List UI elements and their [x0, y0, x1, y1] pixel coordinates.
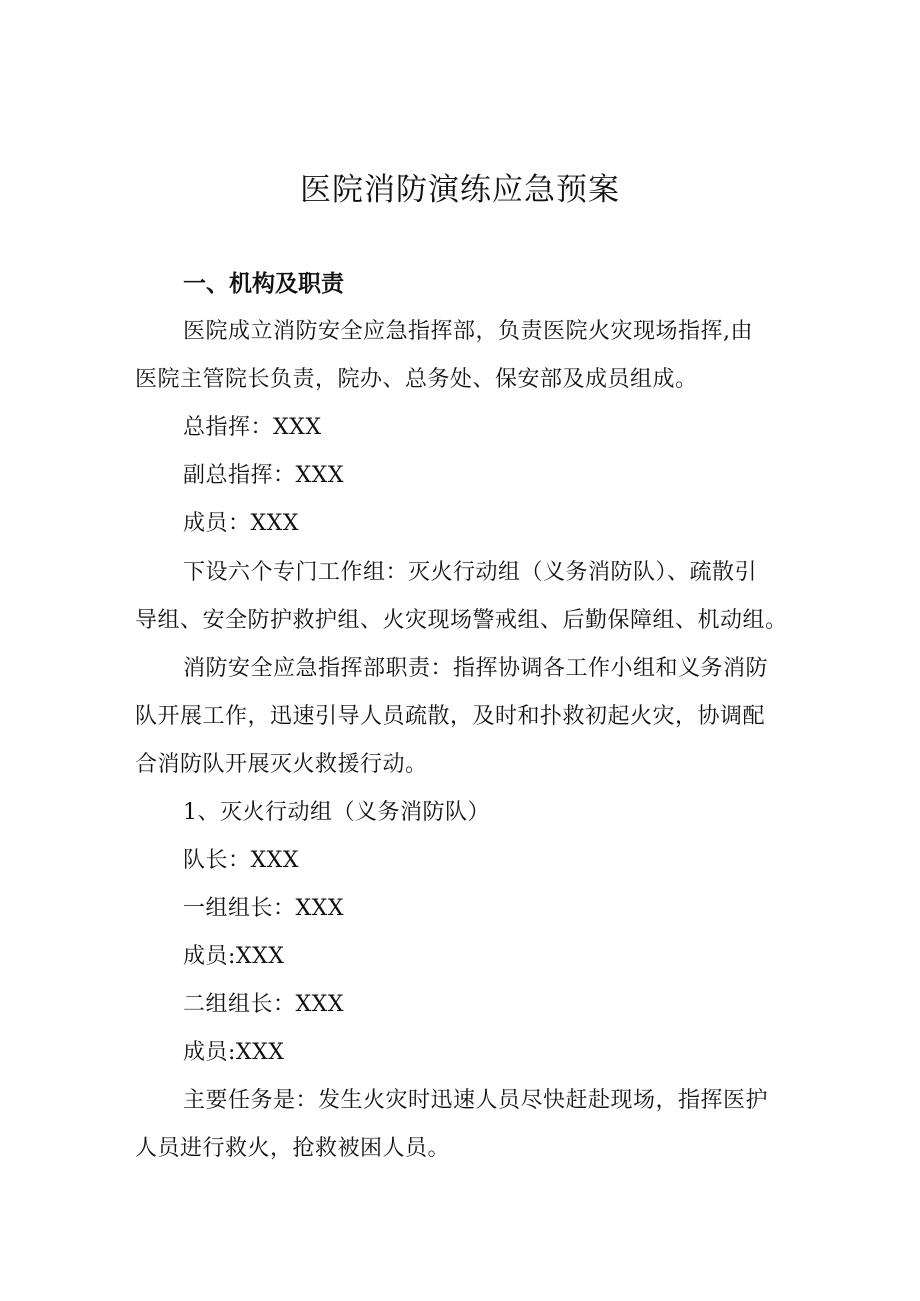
paragraph-line: 下设六个专门工作组：灭火行动组（义务消防队）、疏散引	[183, 560, 758, 585]
paragraph-line: 主要任务是：发生火灾时迅速人员尽快赶赴现场，指挥医护	[183, 1088, 769, 1113]
paragraph-line: 导组、安全防护救护组、火灾现场警戒组、后勤保障组、机动组。	[135, 608, 788, 633]
commander-line: 总指挥：XXX	[183, 415, 322, 440]
captain-line: 队长：XXX	[183, 848, 299, 873]
paragraph-line: 医院主管院长负责，院办、总务处、保安部及成员组成。	[135, 367, 698, 392]
paragraph-line: 队开展工作，迅速引导人员疏散，及时和扑救初起火灾，协调配	[135, 704, 766, 729]
subsection-heading: 1、灭火行动组（义务消防队）	[183, 800, 490, 825]
deputy-commander-line: 副总指挥：XXX	[183, 463, 344, 488]
team2-members-line: 成员:XXX	[183, 1040, 285, 1065]
paragraph-line: 合消防队开展灭火救援行动。	[135, 752, 428, 777]
paragraph-line: 医院成立消防安全应急指挥部，负责医院火灾现场指挥,由	[183, 319, 753, 344]
page-title: 医院消防演练应急预案	[300, 172, 620, 208]
team1-members-line: 成员:XXX	[183, 944, 285, 969]
paragraph-line: 消防安全应急指挥部职责：指挥协调各工作小组和义务消防	[183, 656, 769, 681]
members-line: 成员：XXX	[183, 511, 299, 536]
section-heading: 一、机构及职责	[183, 271, 344, 297]
paragraph-line: 人员进行救火，抢救被困人员。	[135, 1136, 451, 1161]
team2-leader-line: 二组组长：XXX	[183, 992, 344, 1017]
team1-leader-line: 一组组长：XXX	[183, 896, 344, 921]
